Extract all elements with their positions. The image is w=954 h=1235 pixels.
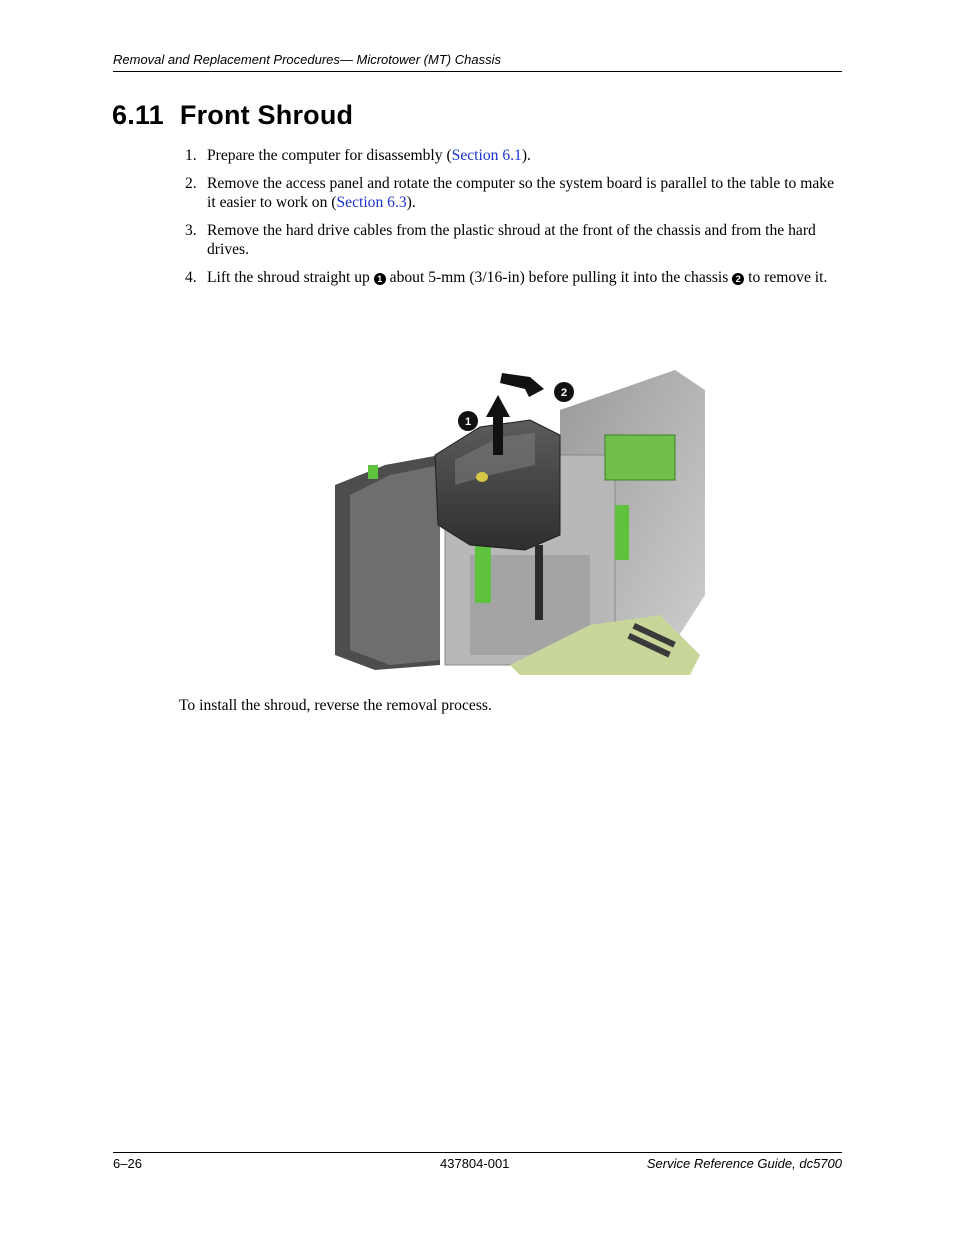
pull-into-chassis-arrow-icon	[500, 373, 544, 397]
callout-1-icon: 1	[374, 273, 386, 285]
shroud-cable	[535, 545, 543, 620]
step-text: Remove the access panel and rotate the computer so the system board is parallel to the table to make it easier to work on (	[207, 175, 835, 211]
step-1	[185, 146, 845, 165]
link-section-6-3[interactable]: Section 6.3	[336, 194, 407, 211]
step-text: Lift the shroud straight up	[207, 269, 374, 286]
page-footer	[113, 1152, 842, 1171]
step-3	[185, 221, 845, 259]
step-text: ).	[406, 194, 416, 211]
guide-title: Service Reference Guide, dc5700	[646, 1156, 842, 1171]
green-drive-clip	[615, 505, 629, 560]
part-number: 437804-001	[440, 1156, 510, 1171]
front-shroud-removal-figure	[330, 365, 705, 675]
procedure-steps	[185, 146, 845, 296]
step-number: 4.	[185, 269, 197, 286]
step-number: 3.	[185, 222, 197, 239]
green-drive-clip	[368, 465, 378, 479]
closing-instruction: To install the shroud, reverse the removal process.	[179, 697, 492, 714]
green-drive-latch	[605, 435, 675, 480]
section-title-text: Front Shroud	[179, 100, 354, 130]
callout-2-icon: 2	[732, 273, 744, 285]
step-4	[185, 268, 845, 287]
figure-callout-1-label: 1	[464, 416, 472, 428]
step-text: Remove the hard drive cables from the plastic shroud at the front of the chassis and from the hard drives.	[207, 222, 816, 258]
step-text: ).	[521, 147, 531, 164]
shroud-latch	[476, 472, 488, 482]
page-number: 6–26	[113, 1156, 142, 1171]
step-text: Prepare the computer for disassembly (	[207, 147, 452, 164]
link-section-6-1[interactable]: Section 6.1	[451, 147, 522, 164]
step-number: 1.	[185, 147, 197, 164]
step-2	[185, 174, 845, 212]
step-text: to remove it.	[744, 269, 828, 286]
section-title	[112, 100, 353, 131]
step-text: about 5-mm (3/16-in) before pulling it into the chassis	[385, 269, 733, 286]
figure-callout-2-label: 2	[560, 387, 568, 399]
step-number: 2.	[185, 175, 197, 192]
chassis-front-face	[350, 465, 440, 665]
running-header: Removal and Replacement Procedures— Microtower (MT) Chassis	[113, 52, 842, 72]
section-number: 6.11	[112, 100, 164, 130]
green-drive-clip	[475, 543, 491, 603]
